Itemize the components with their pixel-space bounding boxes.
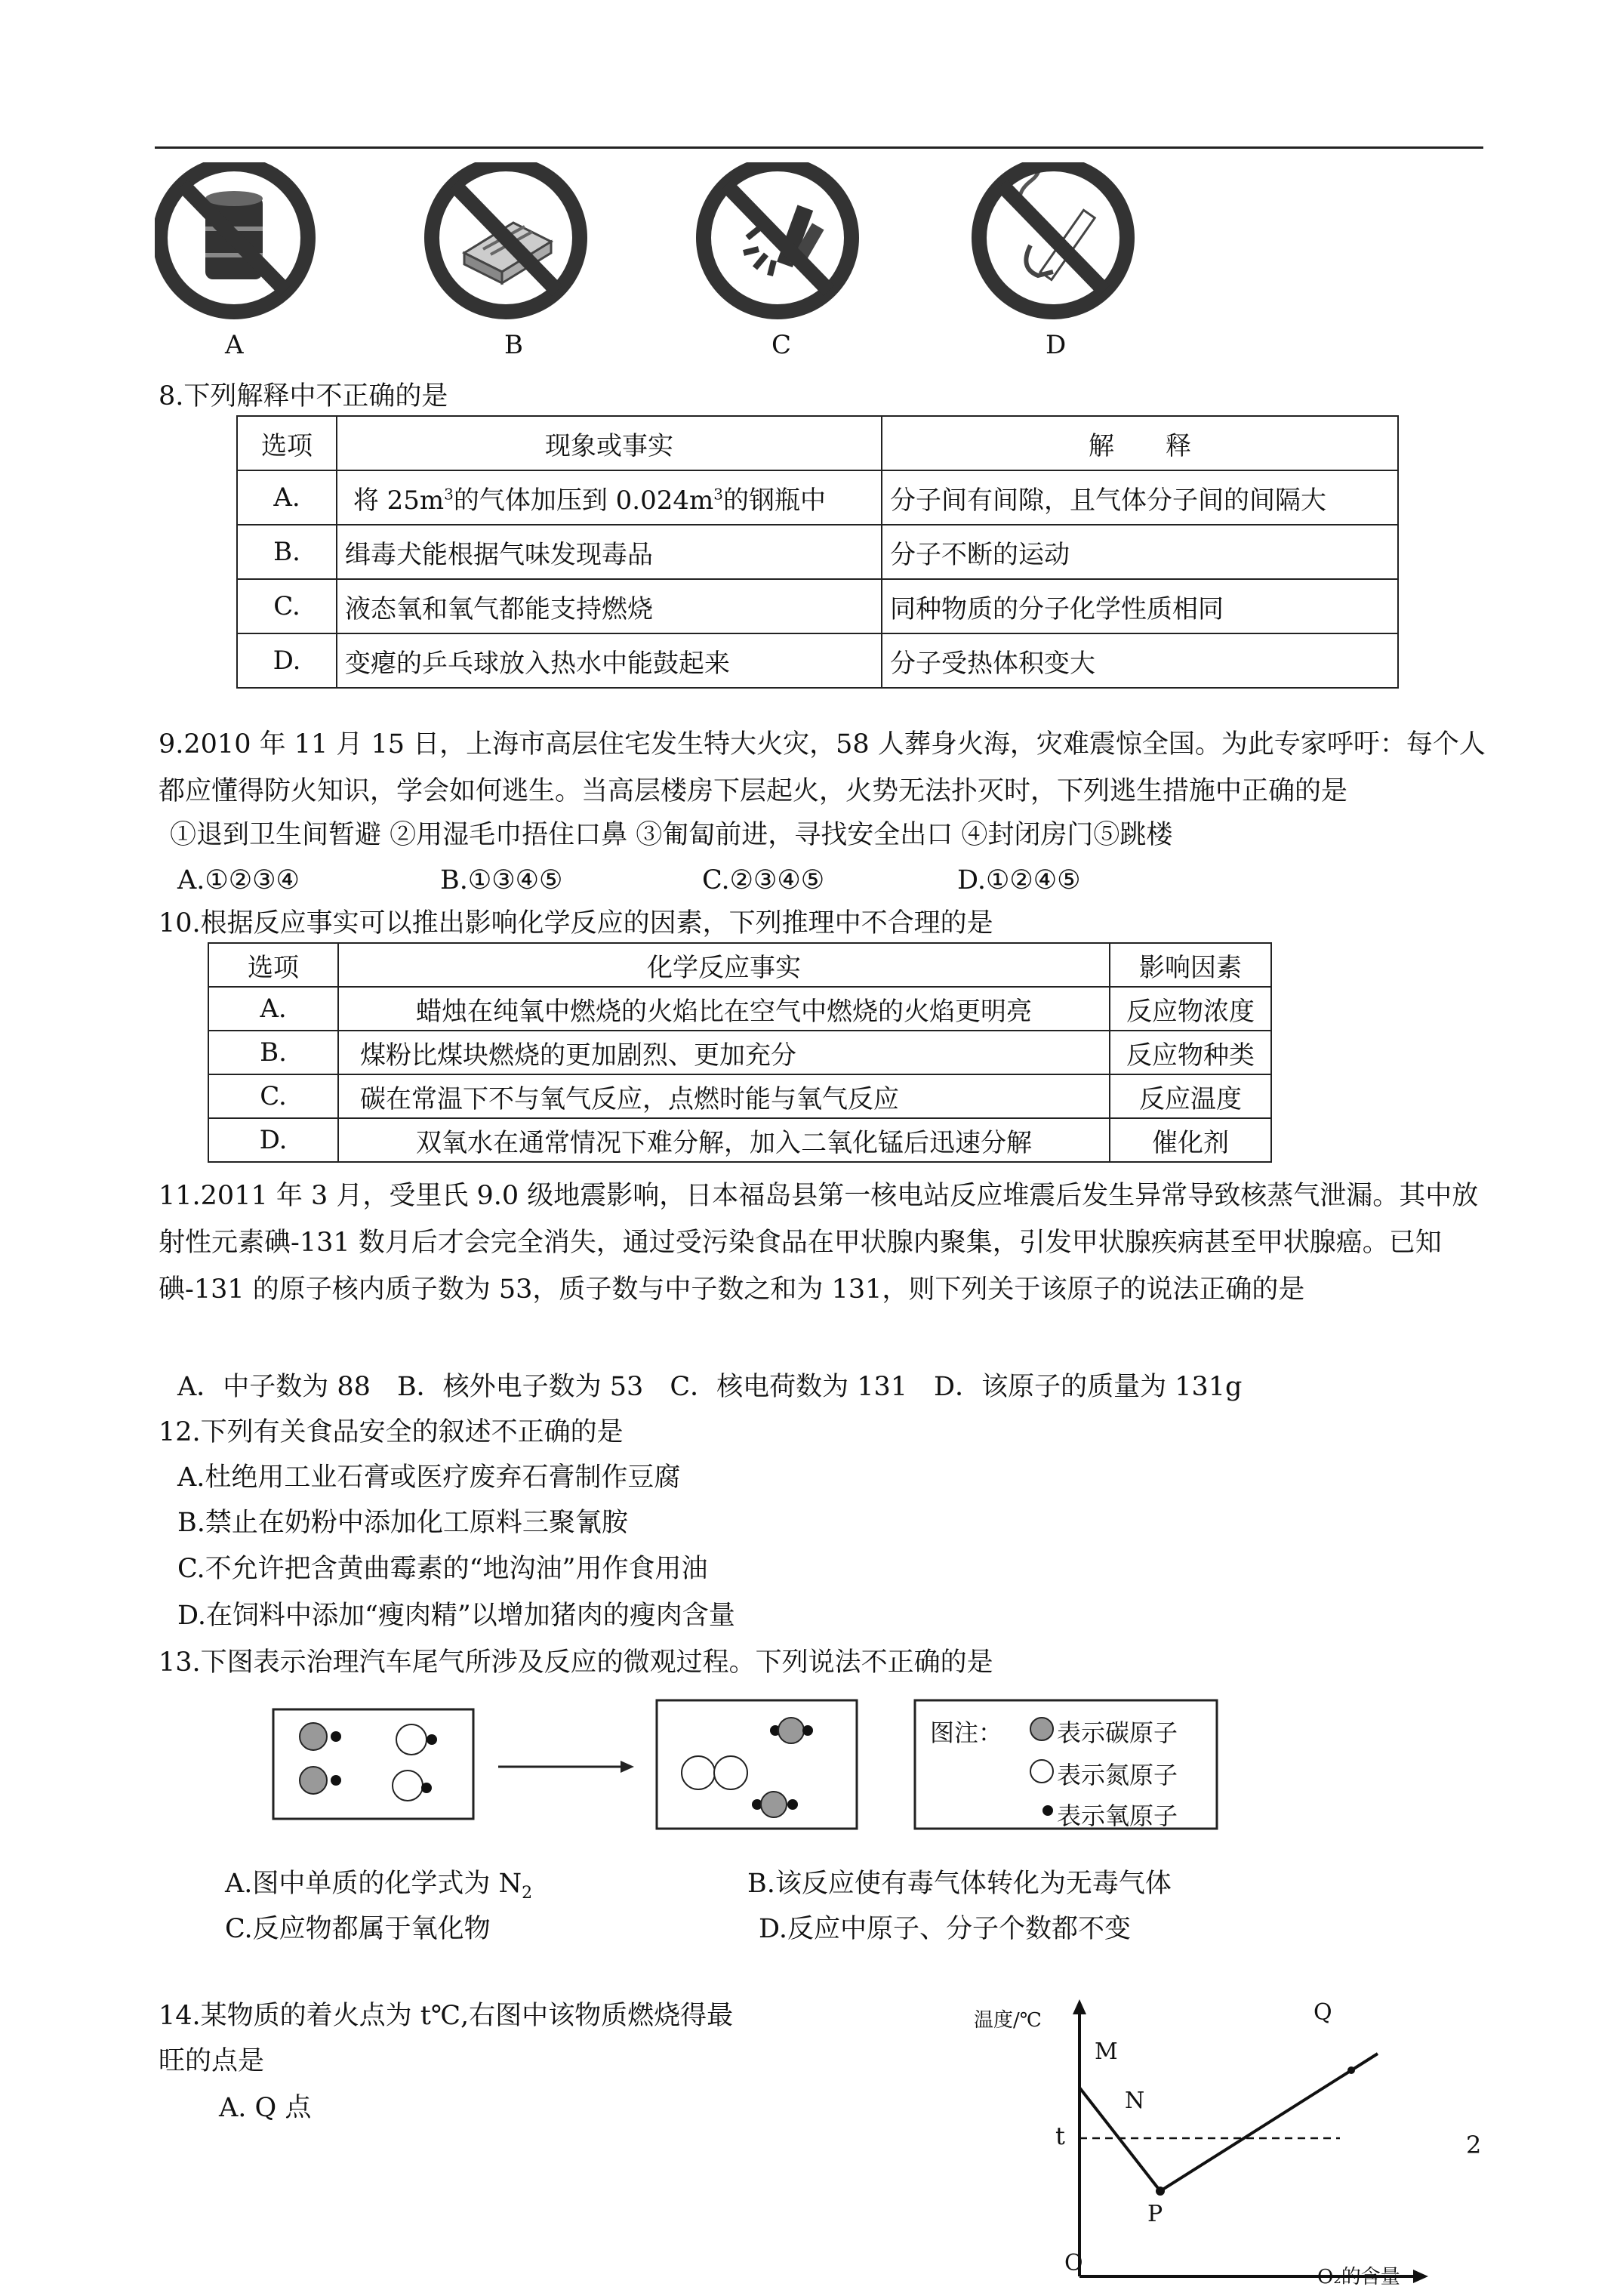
header-explain: 解 释 xyxy=(882,416,1398,470)
legend-nitrogen: 表示氮原子 xyxy=(1057,1761,1178,1789)
header-rule xyxy=(155,146,1483,149)
q14-stem-line2: 旺的点是 xyxy=(159,2046,265,2076)
graph-label-n: N xyxy=(1125,2088,1145,2114)
cell-option: B. xyxy=(208,1031,338,1074)
q9-stem: 9.2010 年 11 月 15 日，上海市高层住宅发生特大火灾，58 人葬身火海，灾难震惊全国。为此专家呼吁：每个人都应懂得防火知识，学会如何逃生。当高层楼房下层起火，火势无法扑灭时，下列逃生措施中正确的是 xyxy=(159,729,1486,806)
header-fact: 现象或事实 xyxy=(337,416,882,470)
q11-stem: 11.2011 年 3 月，受里氏 9.0 级地震影响，日本福岛县第一核电站反应堆震后发生异常导致核蒸气泄漏。其中放射性元素碘-131 数月后才会完全消失，通过受污染食品在甲状腺内聚集，引发甲状腺疾病甚至甲状腺癌。已知碘-131 的原子核内质子数为 53，质子数与中子数之和为 131，则下列关于该原子的说法正确的是 xyxy=(159,1181,1479,1305)
q14-option-a: A. Q 点 xyxy=(219,2093,312,2123)
q9-measures: ①退到卫生间暂避 ②用湿毛巾捂住口鼻 ③匍匐前进，寻找安全出口 ④封闭房门⑤跳楼 xyxy=(170,820,1173,850)
legend-carbon: 表示碳原子 xyxy=(1057,1718,1178,1747)
cell-fact: 将 $25m^3$的气体加压到 $0.024m^3$的钢瓶中 xyxy=(337,470,882,525)
cell-fact: 碳在常温下不与氧气反应，点燃时能与氧气反应 xyxy=(338,1074,1110,1118)
table-row xyxy=(237,416,1398,470)
firecracker-icon xyxy=(704,164,852,312)
table-row xyxy=(237,525,1398,579)
cell-factor: 催化剂 xyxy=(1110,1118,1271,1162)
q9-option-b: B.①③④⑤ xyxy=(440,865,563,895)
nitrogen-atom-icon xyxy=(1030,1760,1053,1783)
cell-factor: 反应物浓度 xyxy=(1110,987,1271,1031)
q12-option-b: B.禁止在奶粉中添加化工原料三聚氰胺 xyxy=(177,1508,628,1538)
graph-label-p: P xyxy=(1147,2201,1163,2227)
cell-option: D. xyxy=(237,633,337,688)
table-row xyxy=(208,1118,1271,1162)
cell-explain: 分子间有间隙，且气体分子间的间隔大 xyxy=(882,470,1398,525)
q13-option-d: D.反应中原子、分子个数都不变 xyxy=(759,1914,1131,1944)
cell-option: D. xyxy=(208,1118,338,1162)
header-option: 选项 xyxy=(237,416,337,470)
sign-label-d: D xyxy=(1046,330,1067,360)
cell-option: C. xyxy=(208,1074,338,1118)
cell-factor: 反应物种类 xyxy=(1110,1031,1271,1074)
q9-option-c: C.②③④⑤ xyxy=(702,865,825,895)
graph-origin: O xyxy=(1064,2250,1083,2276)
q14-stem-line1: 14.某物质的着火点为 t℃,右图中该物质燃烧得最 xyxy=(159,2001,734,2031)
graph-label-t: t xyxy=(1055,2122,1065,2150)
cell-option: A. xyxy=(237,470,337,525)
cell-fact: 煤粉比煤块燃烧的更加剧烈、更加充分 xyxy=(338,1031,1110,1074)
cell-factor: 反应温度 xyxy=(1110,1074,1271,1118)
oxygen-atom-icon xyxy=(1042,1805,1053,1816)
graph-xlabel: O₂的含量 xyxy=(1317,2266,1400,2288)
cell-fact: 缉毒犬能根据气味发现毒品 xyxy=(337,525,882,579)
q12-option-a: A.杜绝用工业石膏或医疗废弃石膏制作豆腐 xyxy=(177,1462,681,1493)
sign-label-a: A xyxy=(225,330,244,360)
cigarette-icon xyxy=(979,162,1127,312)
table-row xyxy=(208,943,1271,987)
q8-stem: 8.下列解释中不正确的是 xyxy=(159,381,448,411)
q8-table xyxy=(236,415,1399,689)
temperature-graph xyxy=(966,1993,1434,2295)
cell-explain: 同种物质的分子化学性质相同 xyxy=(882,579,1398,633)
table-row xyxy=(237,633,1398,688)
q11-options: A．中子数为 88 B．核外电子数为 53 C．核电荷数为 131 D．该原子的质量为 131g xyxy=(177,1372,1243,1402)
q9-option-d: D.①②④⑤ xyxy=(957,865,1081,895)
page-number: 2 xyxy=(1466,2131,1482,2159)
cell-explain: 分子受热体积变大 xyxy=(882,633,1398,688)
carbon-atom-icon xyxy=(1030,1718,1053,1740)
legend-title: 图注： xyxy=(930,1718,1003,1747)
cell-explain: 分子不断的运动 xyxy=(882,525,1398,579)
header-factor: 影响因素 xyxy=(1110,943,1271,987)
graph-label-q: Q xyxy=(1313,1999,1332,2026)
graph-label-m: M xyxy=(1095,2039,1118,2065)
oil-barrel-icon xyxy=(160,164,308,312)
table-row xyxy=(208,1074,1271,1118)
sign-label-c: C xyxy=(771,330,792,360)
sign-label-b: B xyxy=(504,330,523,360)
cell-fact: 液态氧和氧气都能支持燃烧 xyxy=(337,579,882,633)
cell-option: B. xyxy=(237,525,337,579)
cell-fact: 蜡烛在纯氧中燃烧的火焰比在空气中燃烧的火焰更明亮 xyxy=(338,987,1110,1031)
signs-svg xyxy=(155,162,1174,359)
q12-option-d: D.在饲料中添加“瘦肉精”以增加猪肉的瘦肉含量 xyxy=(177,1601,735,1631)
table-row xyxy=(208,987,1271,1031)
cell-option: A. xyxy=(208,987,338,1031)
q9-option-a: A.①②③④ xyxy=(177,865,300,895)
q12-stem: 12.下列有关食品安全的叙述不正确的是 xyxy=(159,1417,624,1447)
header-option: 选项 xyxy=(208,943,338,987)
q10-table xyxy=(208,942,1272,1163)
legend-oxygen: 表示氧原子 xyxy=(1057,1801,1178,1830)
cell-fact: 变瘪的乒乓球放入热水中能鼓起来 xyxy=(337,633,882,688)
q10-stem: 10.根据反应事实可以推出影响化学反应的因素，下列推理中不合理的是 xyxy=(159,908,993,938)
matchbox-icon xyxy=(432,164,580,312)
q13-option-b: B.该反应使有毒气体转化为无毒气体 xyxy=(747,1869,1172,1899)
cell-option: C. xyxy=(237,579,337,633)
q13-stem: 13.下图表示治理汽车尾气所涉及反应的微观过程。下列说法不正确的是 xyxy=(159,1647,993,1678)
q12-option-c: C.不允许把含黄曲霉素的“地沟油”用作食用油 xyxy=(177,1554,708,1584)
table-row xyxy=(237,470,1398,525)
graph-ylabel: 温度/℃ xyxy=(974,2009,1042,2032)
table-row xyxy=(237,579,1398,633)
q13-option-a: A.图中单质的化学式为 $N_2$ xyxy=(225,1869,533,1903)
q13-option-c: C.反应物都属于氧化物 xyxy=(225,1914,491,1944)
header-fact: 化学反应事实 xyxy=(338,943,1110,987)
table-row xyxy=(208,1031,1271,1074)
cell-fact: 双氧水在通常情况下难分解，加入二氧化锰后迅速分解 xyxy=(338,1118,1110,1162)
